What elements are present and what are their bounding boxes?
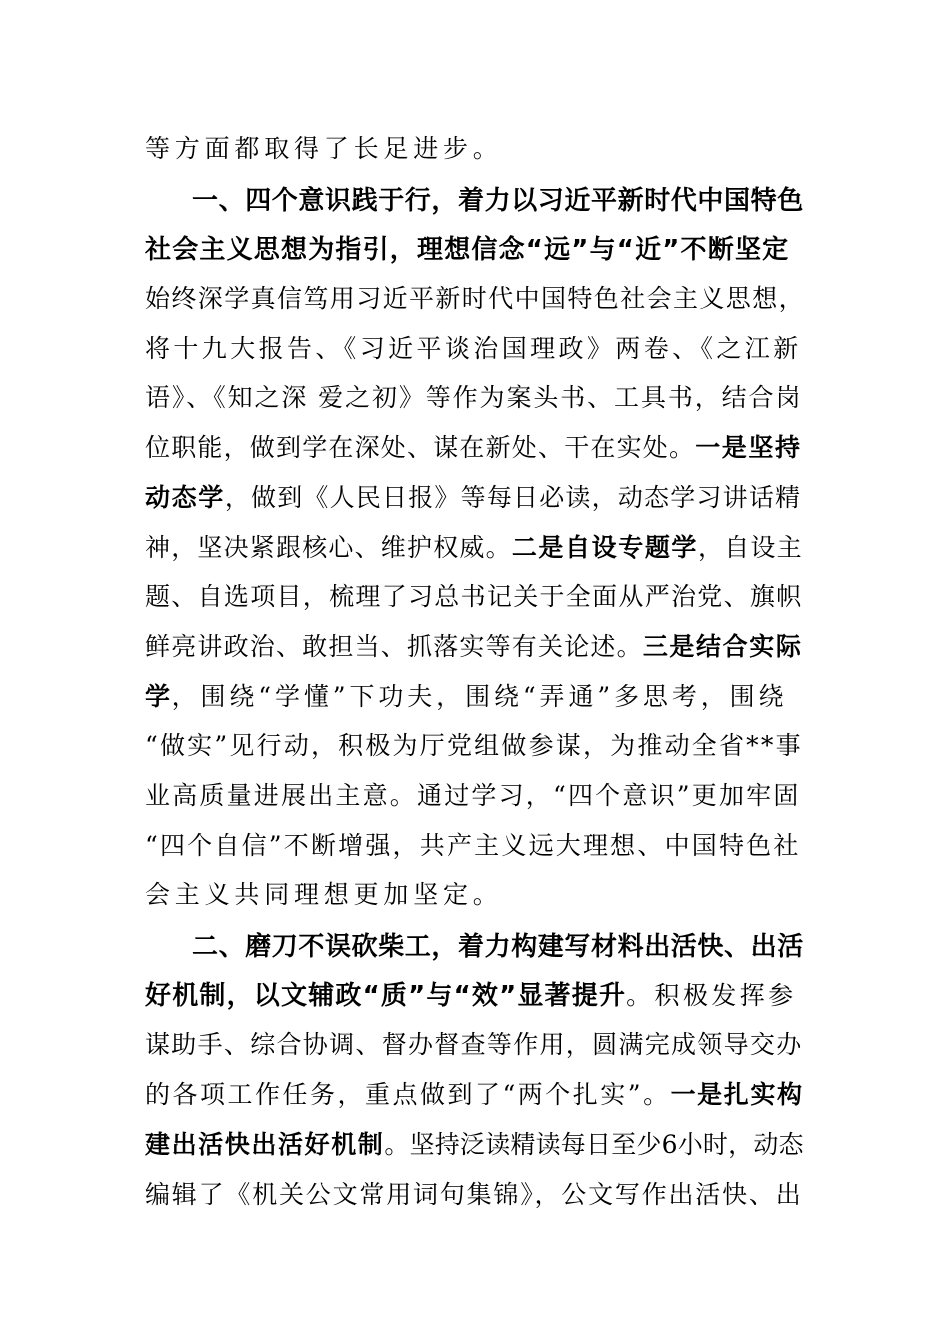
paragraph-line [145,481,805,515]
bold-point-4: 一是扎实构 [670,1080,804,1109]
paragraph-line [145,1078,805,1112]
bold-point-1-cont: 动态学 [145,483,225,512]
body-text: ，做到《人民日报》等每日必读，动态学习讲话精 [224,483,802,512]
paragraph-line: 等方面都取得了长足进步。 [145,134,503,163]
body-text: 鲜亮讲政治、敢担当、抓落实等有关论述。 [145,632,643,661]
paragraph-line [145,431,805,465]
paragraph-line: 业高质量进展出主意。通过学习，“四个意识”更加牢固 [145,781,801,810]
body-text: ，围绕“学懂”下功夫，围绕“弄通”多思考，围绕 [171,682,788,711]
paragraph-line: 谋助手、综合协调、督办督查等作用，圆满完成领导交办 [145,1030,803,1059]
paragraph-line [145,630,805,664]
paragraph-line: 语》、《知之深 爱之初》等作为案头书、工具书，结合岗 [145,383,803,412]
section-heading-2: 二、磨刀不误砍柴工，着力构建写材料出活快、出活 [192,932,804,962]
body-text: 神，坚决紧跟核心、维护权威。 [145,533,512,562]
paragraph-line: 会主义共同理想更加坚定。 [145,880,503,909]
paragraph-line [145,1128,805,1162]
paragraph-line: 始终深学真信笃用习近平新时代中国特色社会主义思想， [145,284,806,313]
paragraph-line [145,979,805,1013]
bold-point-3: 三是结合实际 [642,632,803,661]
section-heading-1: 一、四个意识践于行，着力以习近平新时代中国特色 [192,186,804,216]
bold-point-1: 一是坚持 [695,433,802,462]
paragraph-line: “做实”见行动，积极为厅党组做参谋，为推动全省**事 [145,731,803,760]
paragraph-line: 编辑了《机关公文常用词句集锦》，公文写作出活快、出 [145,1180,803,1209]
paragraph-line: “四个自信”不断增强，共产主义远大理想、中国特色社 [145,831,801,860]
bold-point-4-cont: 建出活快出活好机制 [145,1130,385,1159]
paragraph-line: 将十九大报告、《习近平谈治国理政》两卷、《之江新 [145,334,802,363]
body-text: 。积极发挥参 [626,981,797,1010]
paragraph-line [145,531,805,565]
paragraph-line [145,680,805,714]
paragraph-line: 题、自选项目，梳理了习总书记关于全面从严治党、旗帜 [145,582,803,611]
bold-point-3-cont: 学 [145,682,172,711]
body-text: 的各项工作任务，重点做到了“两个扎实”。 [145,1080,671,1109]
body-text: ，自设主 [698,533,803,562]
section-heading-2-cont: 好机制，以文辅政“质”与“效”显著提升 [145,981,627,1011]
section-heading-1-cont: 社会主义思想为指引，理想信念“远”与“近”不断坚定 [145,235,790,265]
body-text: 位职能，做到学在深处、谋在新处、干在实处。 [145,433,696,462]
body-text: 。坚持泛读精读每日至少6小时，动态 [384,1130,804,1159]
bold-point-2: 二是自设专题学 [511,533,699,562]
